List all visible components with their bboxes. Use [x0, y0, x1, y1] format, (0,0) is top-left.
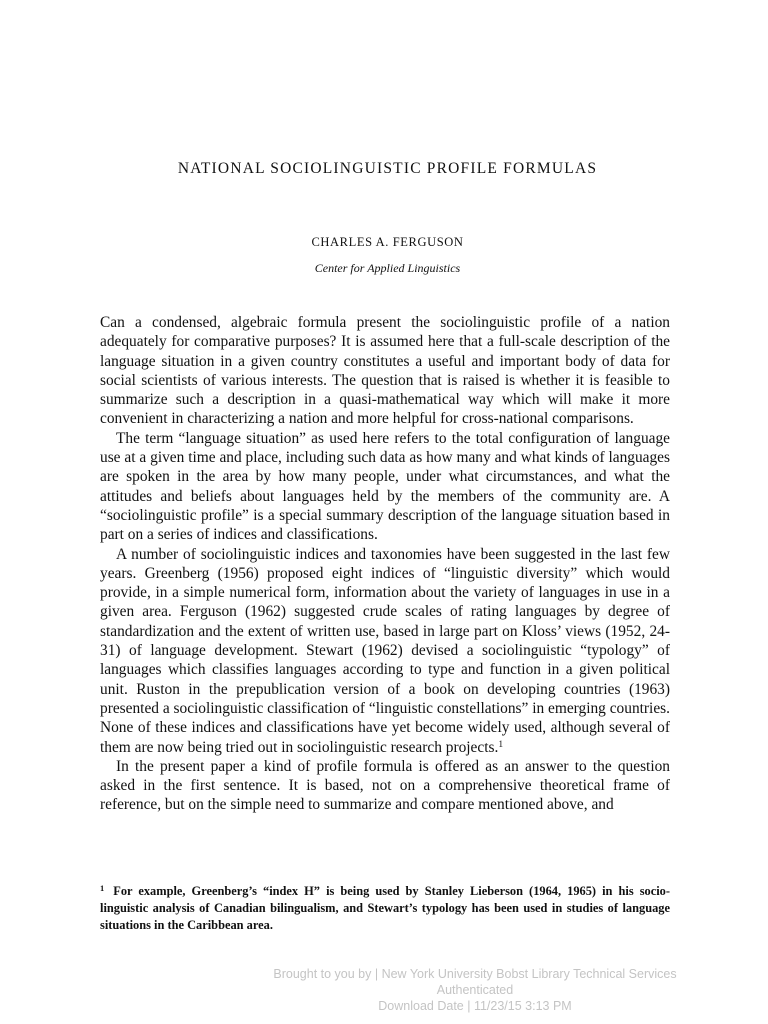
paragraph-1: Can a condensed, algebraic formula present the sociolinguistic profile of a nation adequately for comparative purposes? It is assumed here that a full-scale description of the language situation in a given country constitutes a useful and important body of data for social scientists of various interests. The question that is raised is whether it is feasible to summarize such a description in a quasi-mathematical way which will make it more convenient in characterizing a nation and more helpful for cross-national comparisons.	[100, 314, 670, 428]
footnote-text: For example, Greenberg’s “index H” is being used by Stanley Lieberson (1964, 1965) in his socio-linguistic analysis of Canadian bilingualism, and Stewart’s typology has been used in studies of language situations in the Caribbean area.	[100, 884, 670, 932]
footnote-mark: 1	[100, 883, 105, 893]
footnote	[100, 883, 670, 934]
watermark-line-2: Authenticated	[436, 983, 514, 997]
download-watermark	[260, 966, 690, 1014]
paragraph-3-text: A number of sociolinguistic indices and taxonomies have been suggested in the last few years. Greenberg (1956) proposed eight indices of “linguistic diversity” which would provide, in a simple numerical form, information about the variety of languages in use in a given area. Ferguson (1962) suggested crude scales of rating languages by degree of standardization and the extent of written use, based in large part on Kloss’ views (1952, 24-31) of language development. Stewart (1962) devised a sociolinguistic “typology” of languages which classifies languages according to type and function in a given political unit. Ruston in the prepublication version of a book on developing countries (1963) presented a sociolinguistic classification of “linguistic constellations” in emerging countries. None of these indices and classifications have yet become widely used, although several of them are now being tried out in sociolinguistic research projects.	[100, 545, 670, 756]
paper-title: NATIONAL SOCIOLINGUISTIC PROFILE FORMULAS	[177, 160, 598, 177]
footnote-reference: 1	[498, 739, 504, 750]
paragraph-3	[100, 545, 670, 757]
paragraph-4: In the present paper a kind of profile formula is offered as an answer to the question asked in the first sentence. It is based, not on a comprehensive theoretical frame of reference, but on the simple need to summarize and compare mentioned above, and	[100, 757, 670, 814]
author-name: CHARLES A. FERGUSON	[311, 235, 464, 249]
watermark-line-3: Download Date | 11/23/15 3:13 PM	[378, 999, 572, 1013]
paragraph-2: The term “language situation” as used here refers to the total configuration of language use at a given time and place, including such data as how many and what kinds of languages are spoken in the area by how many people, under what circumstances, and what the attitudes and beliefs about languages held by the members of the community are. A “sociolinguistic profile” is a special summary description of the language situation based in part on a series of indices and classifications.	[100, 429, 670, 544]
author-affiliation: Center for Applied Linguistics	[314, 261, 461, 275]
body-text	[100, 313, 670, 815]
watermark-line-1: Brought to you by | New York University Bobst Library Technical Services	[273, 967, 677, 981]
